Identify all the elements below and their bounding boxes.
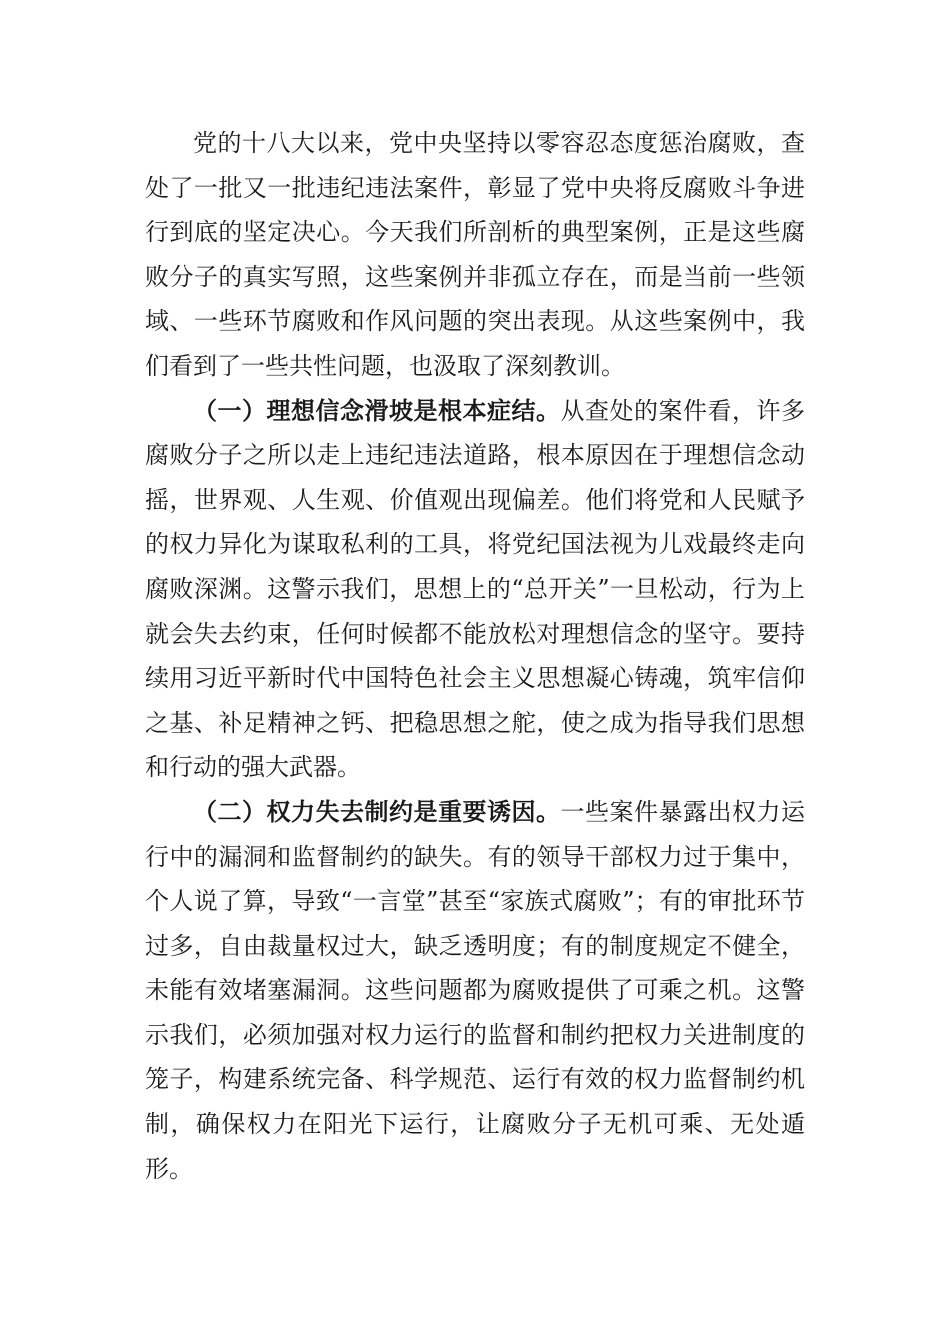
section-one-heading: （一）理想信念滑坡是根本症结。	[193, 395, 561, 425]
paragraph-intro-text: 党的十八大以来，党中央坚持以零容忍态度惩治腐败，查处了一批又一批违纪违法案件，彰显了党中央将反腐败斗争进行到底的坚定决心。今天我们所剖析的典型案例，正是这些腐败分子的真实写照，这些案例并非孤立存在，而是当前一些领域、一些环节腐败和作风问题的突出表现。从这些案例中，我们看到了一些共性问题，也汲取了深刻教训。	[145, 129, 805, 380]
section-two-text: 一些案件暴露出权力运行中的漏洞和监督制约的缺失。有的领导干部权力过于集中，个人说了算，导致“一言堂”甚至“家族式腐败”；有的审批环节过多，自由裁量权过大，缺乏透明度；有的制度规定不健全，未能有效堵塞漏洞。这些问题都为腐败提供了可乘之机。这警示我们，必须加强对权力运行的监督和制约把权力关进制度的笼子，构建系统完备、科学规范、运行有效的权力监督制约机制，确保权力在阳光下运行，让腐败分子无机可乘、无处遁形。	[145, 797, 805, 1183]
paragraph-section-two	[145, 790, 805, 1191]
section-one-text: 从查处的案件看，许多腐败分子之所以走上违纪违法道路，根本原因在于理想信念动摇，世界观、人生观、价值观出现偏差。他们将党和人民赋予的权力异化为谋取私利的工具，将党纪国法视为儿戏最终走向腐败深渊。这警示我们，思想上的“总开关”一旦松动，行为上就会失去约束，任何时候都不能放松对理想信念的坚守。要持续用习近平新时代中国特色社会主义思想凝心铸魂，筑牢信仰之基、补足精神之钙、把稳思想之舵，使之成为指导我们思想和行动的强大武器。	[145, 396, 805, 782]
paragraph-section-one	[145, 389, 805, 790]
section-two-heading: （二）权力失去制约是重要诱因。	[193, 796, 561, 826]
paragraph-intro	[145, 121, 805, 389]
document-body	[145, 121, 805, 1191]
